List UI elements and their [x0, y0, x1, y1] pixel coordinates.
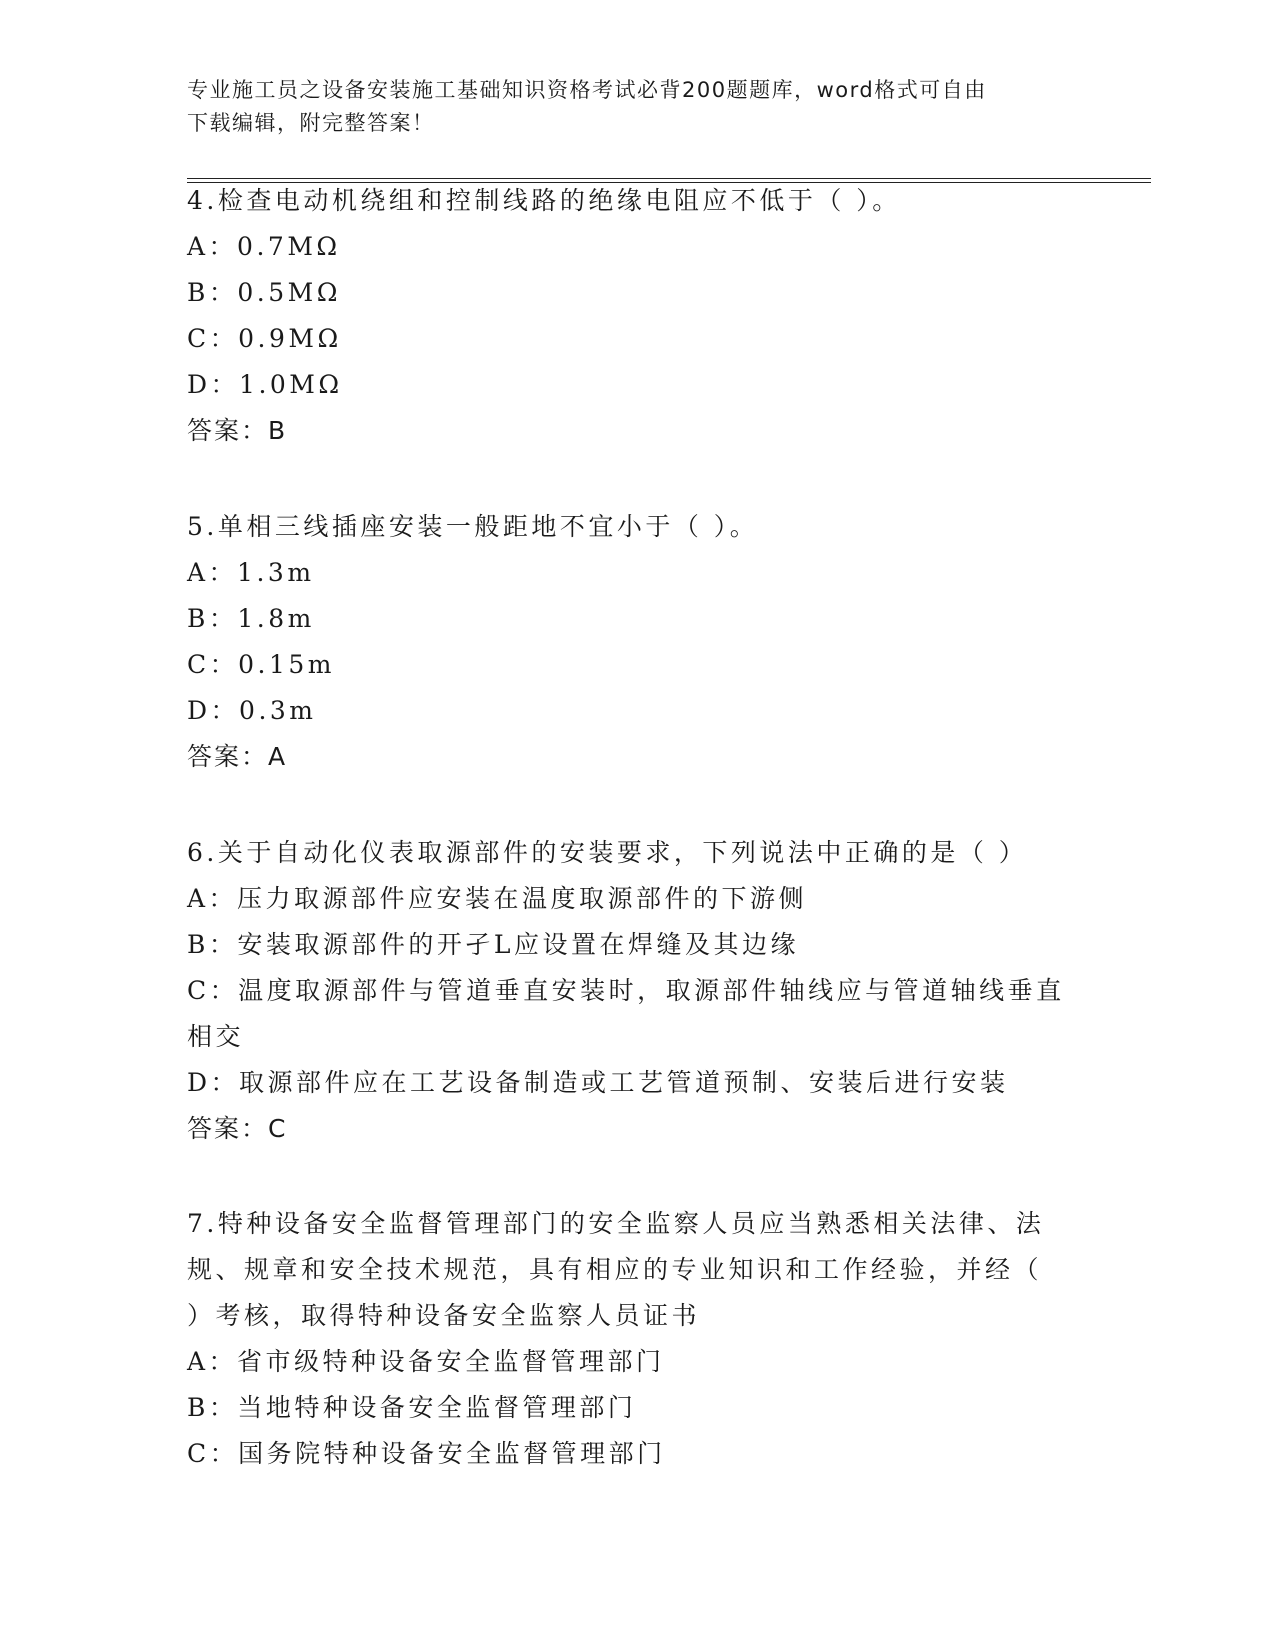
question-5 [187, 504, 1077, 780]
question-stem: 5.单相三线插座安装一般距地不宜小于（ ）。 [187, 512, 759, 541]
question-stem-continued: 规、规章和安全技术规范，具有相应的专业知识和工作经验，并经（ [187, 1255, 1043, 1284]
answer-label: 答案：B [187, 416, 288, 445]
option-a: A：省市级特种设备安全监督管理部门 [187, 1347, 665, 1376]
option-c: C：温度取源部件与管道垂直安装时，取源部件轴线应与管道轴线垂直 [187, 976, 1065, 1005]
option-b: B：0.5MΩ [187, 278, 341, 307]
option-d: D：取源部件应在工艺设备制造或工艺管道预制、安装后进行安装 [187, 1068, 1009, 1097]
option-b: B：当地特种设备安全监督管理部门 [187, 1393, 637, 1422]
question-stem: 7.特种设备安全监督管理部门的安全监察人员应当熟悉相关法律、法 [187, 1209, 1045, 1238]
option-a: A：0.7MΩ [187, 232, 341, 261]
option-d: D：1.0MΩ [187, 370, 343, 399]
option-c-continued: 相交 [187, 1022, 245, 1051]
header-line-1: 专业施工员之设备安装施工基础知识资格考试必背200题题库，word格式可自由 [187, 78, 987, 102]
question-6 [187, 830, 1077, 1152]
question-4 [187, 178, 1077, 454]
option-c: C：0.15m [187, 650, 335, 679]
option-b: B：1.8m [187, 604, 315, 633]
option-b: B：安装取源部件的开孑L应设置在焊缝及其边缘 [187, 930, 799, 959]
option-a: A：压力取源部件应安装在温度取源部件的下游侧 [187, 884, 808, 913]
question-stem: 4.检查电动机绕组和控制线路的绝缘电阻应不低于（ ）。 [187, 186, 901, 215]
option-c: C：国务院特种设备安全监督管理部门 [187, 1439, 666, 1468]
option-a: A：1.3m [187, 558, 315, 587]
option-d: D：0.3m [187, 696, 317, 725]
question-7 [187, 1201, 1077, 1477]
header-line-2: 下载编辑，附完整答案！ [187, 111, 435, 135]
option-c: C：0.9MΩ [187, 324, 342, 353]
document-header [187, 74, 1067, 140]
answer-label: 答案：C [187, 1114, 288, 1143]
question-stem: 6.关于自动化仪表取源部件的安装要求，下列说法中正确的是（ ） [187, 838, 1028, 867]
question-stem-continued: ）考核，取得特种设备安全监察人员证书 [187, 1301, 701, 1330]
answer-label: 答案：A [187, 742, 288, 771]
